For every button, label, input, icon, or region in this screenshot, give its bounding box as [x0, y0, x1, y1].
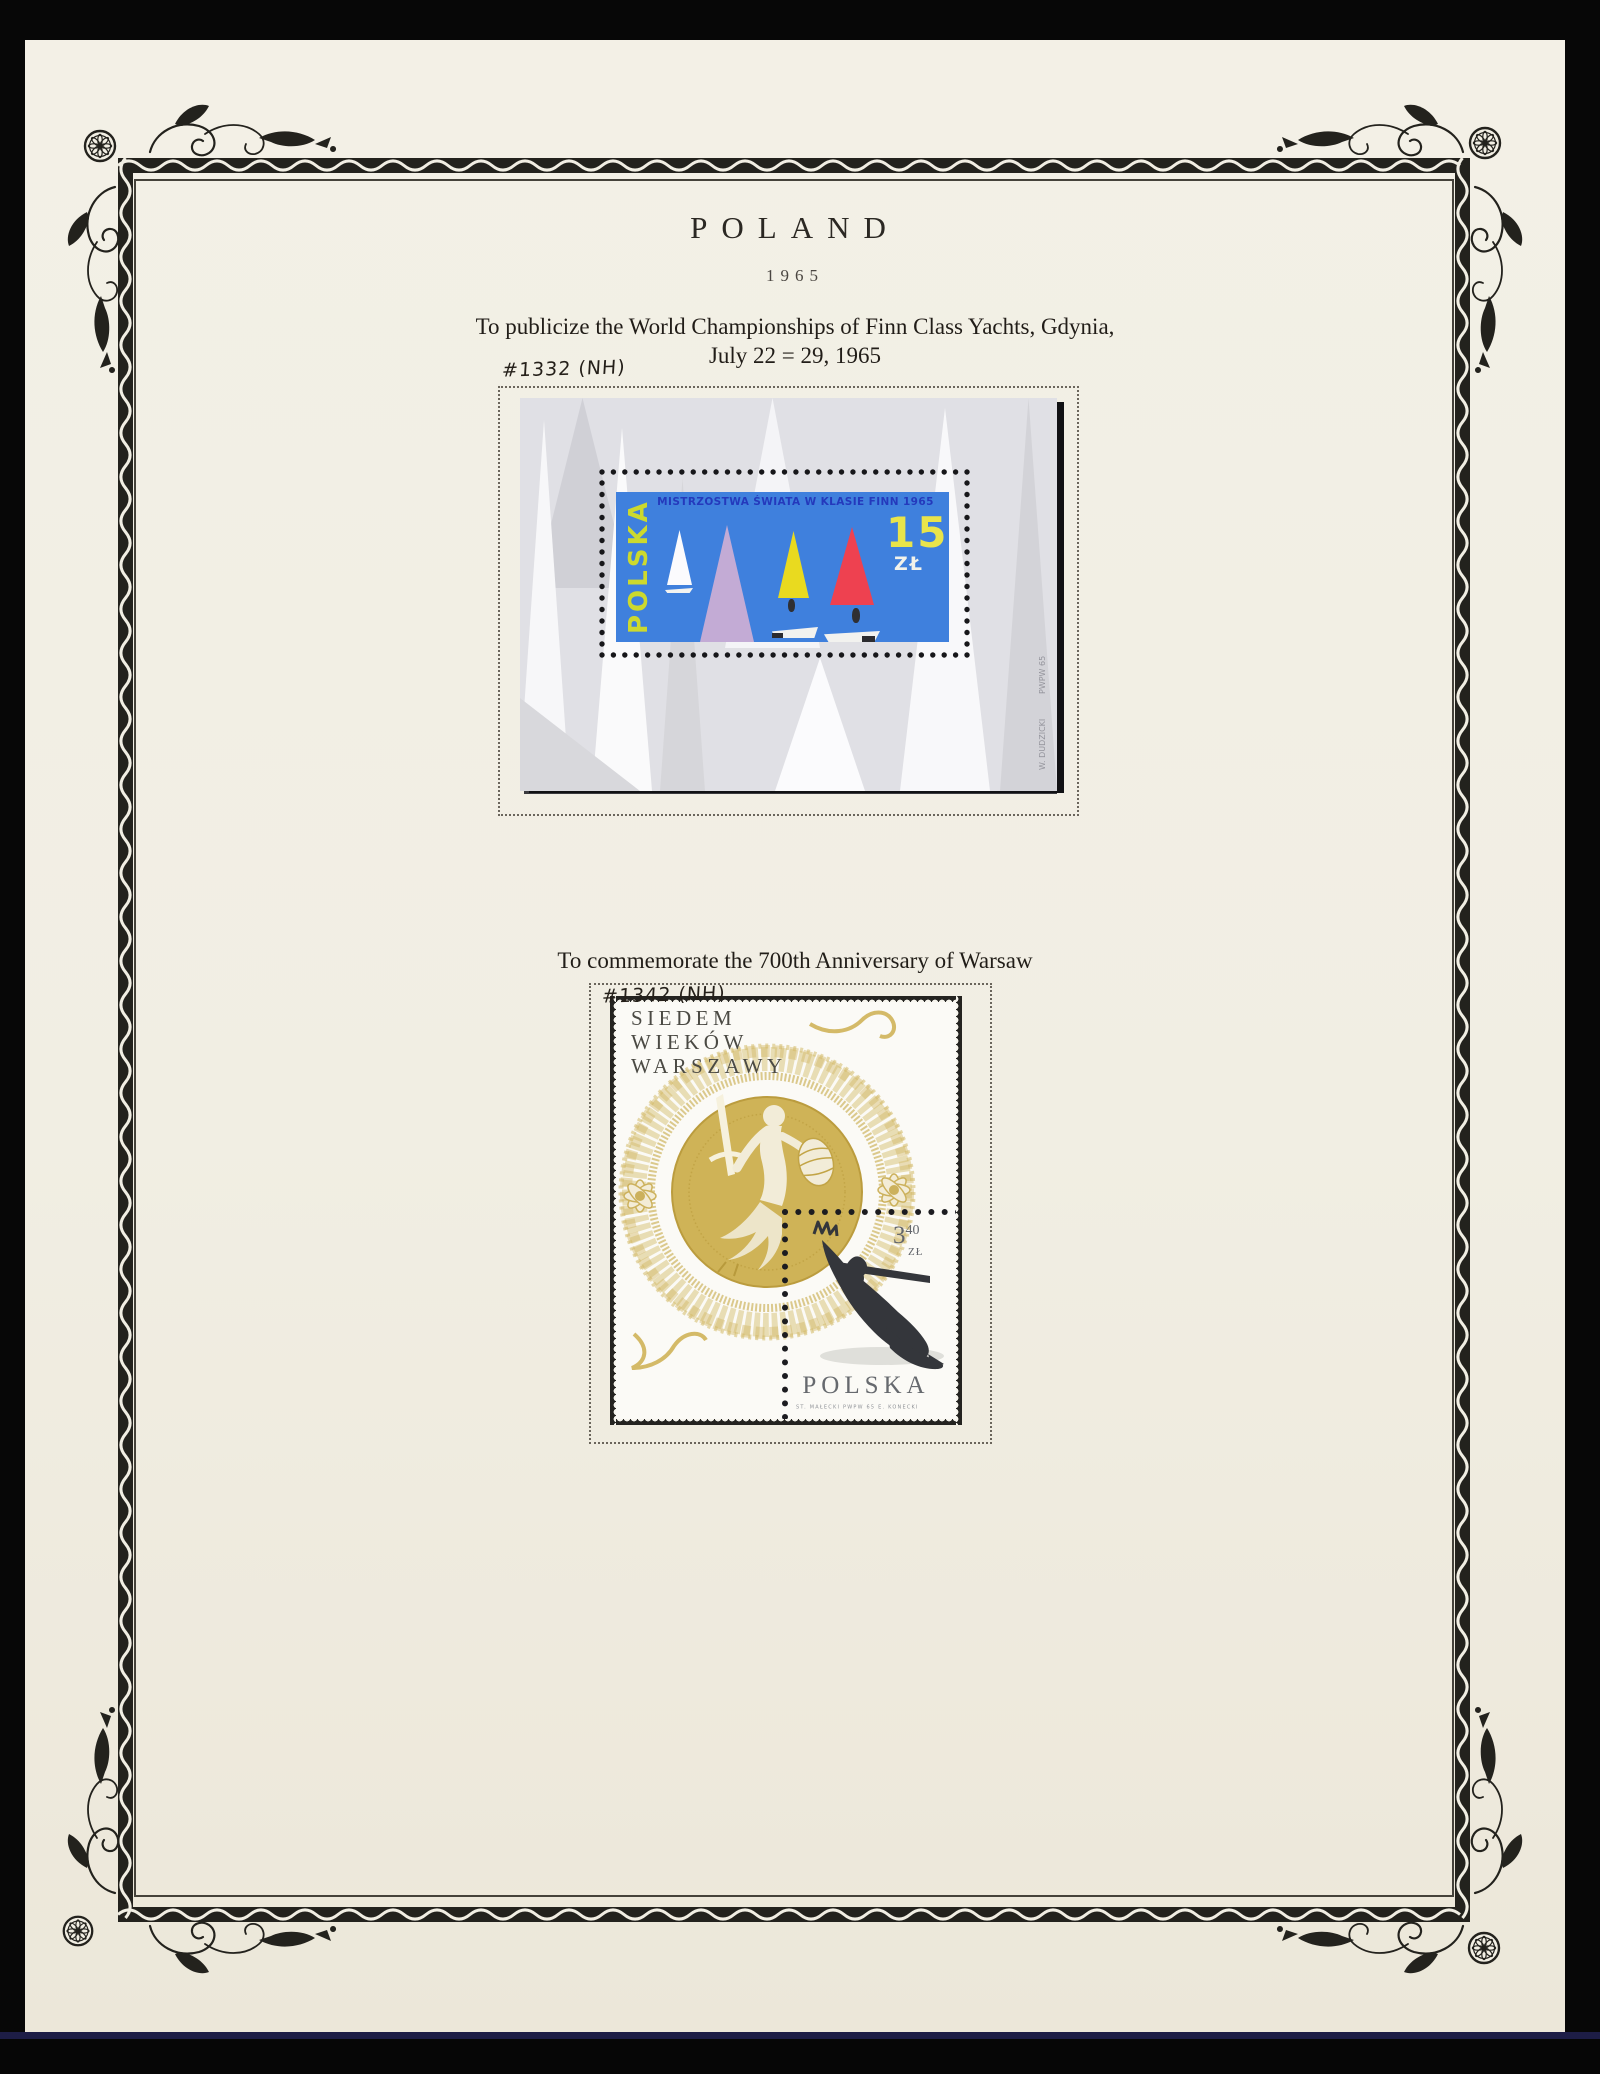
- sail-yellow: [778, 531, 809, 598]
- sailor-figure: [852, 608, 860, 623]
- rosette-icon: [85, 131, 115, 161]
- designer-credit-vertical: W. DUDZICKI: [1038, 718, 1047, 770]
- ribbon-top: [810, 1013, 894, 1037]
- stamp-country-vertical: POLSKA: [624, 499, 654, 634]
- denomination-integer: 3: [893, 1222, 906, 1249]
- sheet-heading: [631, 1006, 787, 1078]
- stamp-mount-area-2: [589, 983, 992, 1444]
- rosette-icon: [1470, 128, 1500, 158]
- page-title: POLAND: [690, 210, 900, 245]
- hull-white: [665, 588, 693, 593]
- stamp-denomination: 15: [886, 508, 949, 557]
- stamp-finn-class-1965: [616, 492, 949, 642]
- section1-caption-line1: To publicize the World Championships of Finn Class Yachts, Gdynia,: [475, 314, 1115, 339]
- corner-flourish-icon: [1277, 1923, 1463, 1973]
- stamp-currency: ZŁ: [894, 553, 924, 575]
- perforation-teeth-left: [610, 996, 616, 1425]
- perforation-teeth-bottom: [610, 1419, 962, 1425]
- heading-line: WIEKÓW: [631, 1030, 748, 1054]
- stamp-currency: ZŁ: [908, 1246, 924, 1258]
- corner-flourish-icon: [1277, 105, 1463, 155]
- stamp-denomination-block: [893, 1222, 923, 1258]
- scan-edge-bottom: [0, 2032, 1600, 2074]
- stamp-mount-area-1: [498, 386, 1079, 816]
- denomination-fraction: 40: [905, 1223, 920, 1238]
- heading-line: WARSZAWY: [631, 1054, 787, 1078]
- corner-flourish-icon: [1472, 1707, 1522, 1893]
- stamp-country: POLSKA: [802, 1372, 930, 1399]
- printer-credit-vertical: PWPW 65: [1038, 655, 1047, 694]
- sail-red: [830, 527, 874, 605]
- rosette-icon: [64, 1917, 93, 1946]
- page-year: 1965: [766, 266, 824, 285]
- corner-flourish-icon: [68, 1707, 118, 1893]
- rosette-icon: [1469, 1933, 1499, 1963]
- corner-flourish-icon: [150, 1923, 336, 1973]
- stamp-header-text: MISTRZOSTWA ŚWIATA W KLASIE FINN 1965: [657, 496, 934, 508]
- sail-lavender: [700, 525, 754, 642]
- section1-annotation: #1332 (NH): [501, 356, 627, 382]
- section1-caption-line2: July 22 = 29, 1965: [708, 343, 882, 368]
- sailor-figure: [788, 599, 795, 612]
- section2-caption: To commemorate the 700th Anniversary of Warsaw: [557, 948, 1033, 973]
- ribbon-bottom: [632, 1334, 706, 1368]
- stamp-credits: ST. MAŁECKI PWPW 65 E. KONECKI: [796, 1404, 919, 1410]
- perforation-teeth-right: [956, 996, 962, 1425]
- wreath-flower-left: [624, 1180, 656, 1212]
- souvenir-sheet-warsaw: [610, 996, 962, 1425]
- heading-line: SIEDEM: [631, 1006, 737, 1030]
- section2-annotation: #1342 (NH): [601, 982, 727, 1008]
- corner-flourish-icon: [150, 105, 336, 155]
- hull-keel: [772, 633, 783, 638]
- souvenir-sheet-yachts: [520, 398, 1057, 791]
- sail-white: [667, 530, 692, 585]
- hull-keel: [862, 636, 875, 642]
- album-page: [25, 40, 1565, 2032]
- wreath-flower-right: [878, 1174, 910, 1206]
